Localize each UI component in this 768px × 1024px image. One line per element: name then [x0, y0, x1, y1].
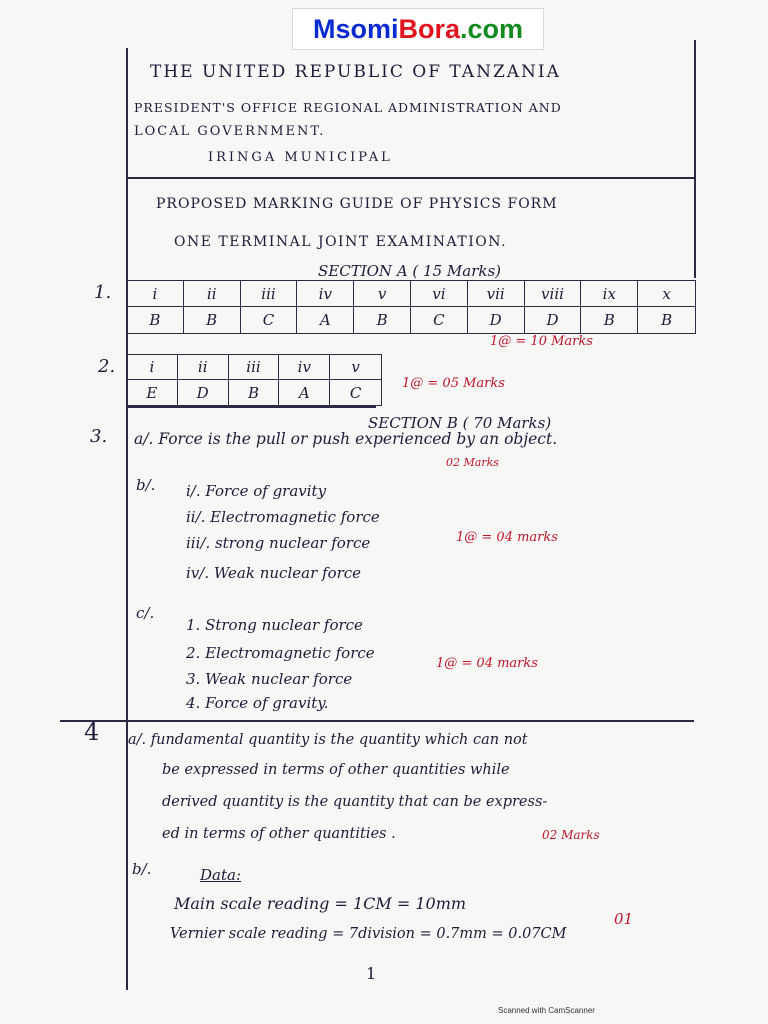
margin-line-right [694, 40, 696, 278]
q2-header-cell: i [127, 355, 178, 380]
scanner-watermark: Scanned with CamScanner [498, 1006, 595, 1015]
q4-answer-a-line-2: be expressed in terms of other quantities while [162, 762, 510, 778]
q1-header-cell: i [127, 281, 184, 307]
q4-vernier-scale-reading: Vernier scale reading = 7division = 0.7mm = 0.07CM [170, 926, 567, 942]
header-municipal: IRINGA MUNICIPAL [208, 150, 393, 165]
q3-a-marks: 02 Marks [446, 456, 499, 469]
q2-answer-cell: C [349, 383, 362, 402]
q2-answer-cell: E [127, 380, 178, 405]
q4-a-marks: 02 Marks [542, 828, 600, 842]
q4-side-mark: 01 [614, 910, 634, 928]
q4-data-label: Data: [200, 866, 241, 884]
brand-part-2: Bora [398, 14, 460, 44]
q2-number: 2. [98, 356, 116, 377]
q3-c-label: c/. [136, 604, 155, 622]
q4-answer-a-line-1: a/. fundamental quantity is the quantity which can not [128, 732, 528, 748]
q4-number: 4 [84, 718, 100, 746]
q4-main-scale-reading: Main scale reading = 1CM = 10mm [174, 894, 467, 913]
q1-answer-cell: B [184, 307, 241, 333]
q3-number: 3. [90, 426, 108, 447]
q2-answer-table [126, 354, 382, 406]
q2-marks: 1@ = 05 Marks [402, 376, 505, 391]
q3-b-marks: 1@ = 04 marks [456, 530, 558, 545]
section-b-title: SECTION B ( 70 Marks) [368, 414, 552, 432]
header-bottom-line [126, 177, 694, 179]
q2-answer-cell: B [229, 380, 280, 405]
guide-title: PROPOSED MARKING GUIDE OF PHYSICS FORM [156, 196, 558, 212]
q3-c-marks: 1@ = 04 marks [436, 656, 538, 671]
q1-answer-cell: A [297, 307, 354, 333]
section-a-bottom-line [126, 406, 376, 408]
q1-header-cell: iv [297, 281, 354, 307]
q1-header-cell: x [638, 281, 695, 307]
q4-b-label: b/. [132, 860, 152, 878]
q1-header-cell: ix [581, 281, 638, 307]
q1-answer-cell: B [127, 307, 184, 333]
q1-answer-cell: B [581, 307, 638, 333]
exam-title: ONE TERMINAL JOINT EXAMINATION. [174, 234, 508, 250]
q1-number: 1. [94, 282, 112, 303]
brand-part-3: .com [460, 14, 524, 44]
q3-c-item-4: 4. Force of gravity. [186, 694, 329, 712]
q1-header-cell: vii [468, 281, 525, 307]
q3-b-label: b/. [136, 476, 156, 494]
q1-header-cell: v [354, 281, 411, 307]
q3-c-item-3: 3. Weak nuclear force [186, 670, 353, 688]
q3-c-item-1: 1. Strong nuclear force [186, 616, 363, 634]
q3-b-item-3: iii/. strong nuclear force [186, 534, 371, 552]
q2-header-cell: v [330, 355, 381, 380]
q1-answer-cell: D [468, 307, 525, 333]
q3-b-item-2: ii/. Electromagnetic force [186, 508, 380, 526]
q3-c-item-2: 2. Electromagnetic force [186, 644, 375, 662]
q2-header-cell: iv [279, 355, 330, 380]
q4-answer-a-line-4: ed in terms of other quantities . [162, 826, 396, 842]
q1-answer-table [126, 280, 696, 334]
brand-part-1: Msomi [312, 14, 399, 44]
brand-logo [292, 8, 544, 50]
q1-answer-cell: D [525, 307, 582, 333]
header-presidents-office: PRESIDENT'S OFFICE REGIONAL ADMINISTRATION AND [134, 100, 562, 115]
q3-b-item-4: iv/. Weak nuclear force [186, 564, 362, 582]
q2-header-cell: iii [229, 355, 280, 380]
q1-header-cell: iii [241, 281, 298, 307]
q2-answer-cell: D [178, 380, 229, 405]
q1-marks: 1@ = 10 Marks [490, 334, 593, 349]
header-local-government: LOCAL GOVERNMENT. [134, 124, 326, 139]
q3-b-item-1: i/. Force of gravity [186, 482, 327, 500]
q4-answer-a-line-3: derived quantity is the quantity that can be express- [162, 794, 548, 810]
q1-answer-cell: C [411, 307, 468, 333]
q1-header-cell: ii [184, 281, 241, 307]
section-a-title: SECTION A ( 15 Marks) [318, 262, 502, 280]
q1-header-cell: viii [525, 281, 582, 307]
q3-bottom-line [60, 720, 694, 722]
page-number: 1 [366, 964, 377, 983]
q1-header-cell: vi [411, 281, 468, 307]
header-republic: THE UNITED REPUBLIC OF TANZANIA [150, 62, 561, 82]
q2-header-cell: ii [178, 355, 229, 380]
q1-answer-cell: B [354, 307, 411, 333]
margin-line-left [126, 48, 128, 990]
q3-answer-a: a/. Force is the pull or push experienced by an object. [134, 430, 558, 448]
q1-answer-cell: C [241, 307, 298, 333]
q1-answer-cell: B [661, 311, 673, 329]
q2-answer-cell: A [279, 380, 330, 405]
